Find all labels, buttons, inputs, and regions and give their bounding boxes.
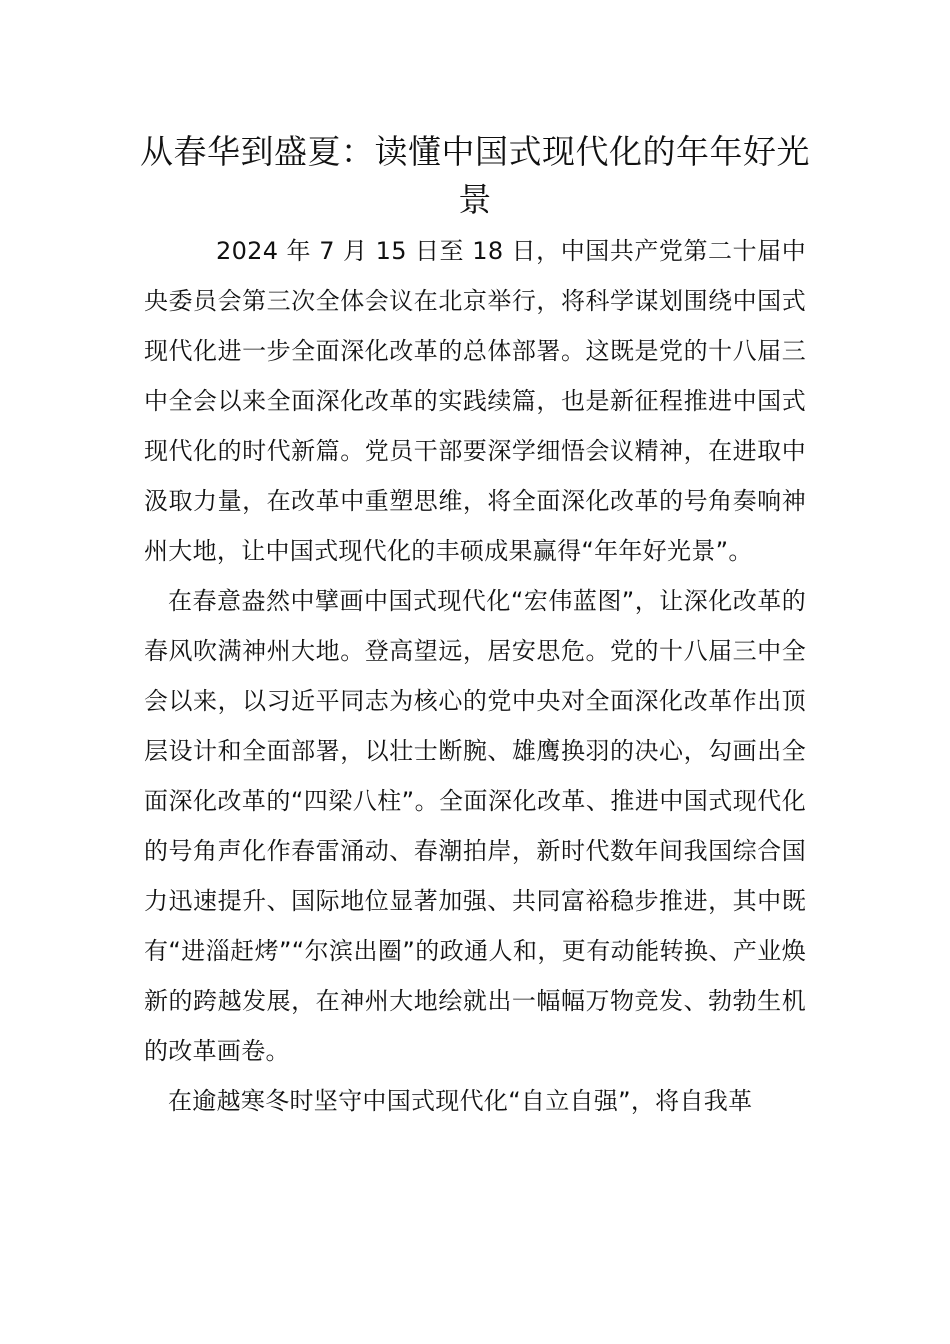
paragraph-3: 在逾越寒冬时坚守中国式现代化“自立自强”，将自我革 <box>168 1087 753 1115</box>
paragraph-1: 2024 年 7 月 15 日至 18 日，中国共产党第二十届中央委员会第三次全体会议在北京举行，将科学谋划围绕中国式现代化进一步全面深化改革的总体部署。这既是党的十八届三中全会以来全面深化改革的实践续篇，也是新征程推进中国式现代化的时代新篇。党员干部要深学细悟会议精神，在进取中汲取力量，在改革中重塑思维，将全面深化改革的号角奏响神州大地，让中国式现代化的丰硕成果赢得“年年好光景”。 <box>144 237 806 565</box>
document-title: 从春华到盛夏：读懂中国式现代化的年年好光景 <box>140 132 810 219</box>
paragraph-2: 在春意盎然中擘画中国式现代化“宏伟蓝图”，让深化改革的春风吹满神州大地。登高望远，居安思危。党的十八届三中全会以来，以习近平同志为核心的党中央对全面深化改革作出顶层设计和全面部署，以壮士断腕、雄鹰换羽的决心，勾画出全面深化改革的“四梁八柱”。全面深化改革、推进中国式现代化的号角声化作春雷涌动、春潮拍岸，新时代数年间我国综合国力迅速提升、国际地位显著加强、共同富裕稳步推进，其中既有“进淄赶烤”“尔滨出圈”的政通人和，更有动能转换、产业焕新的跨越发展，在神州大地绘就出一幅幅万物竞发、勃勃生机的改革画卷。 <box>144 587 806 1065</box>
document-body <box>144 226 806 1126</box>
